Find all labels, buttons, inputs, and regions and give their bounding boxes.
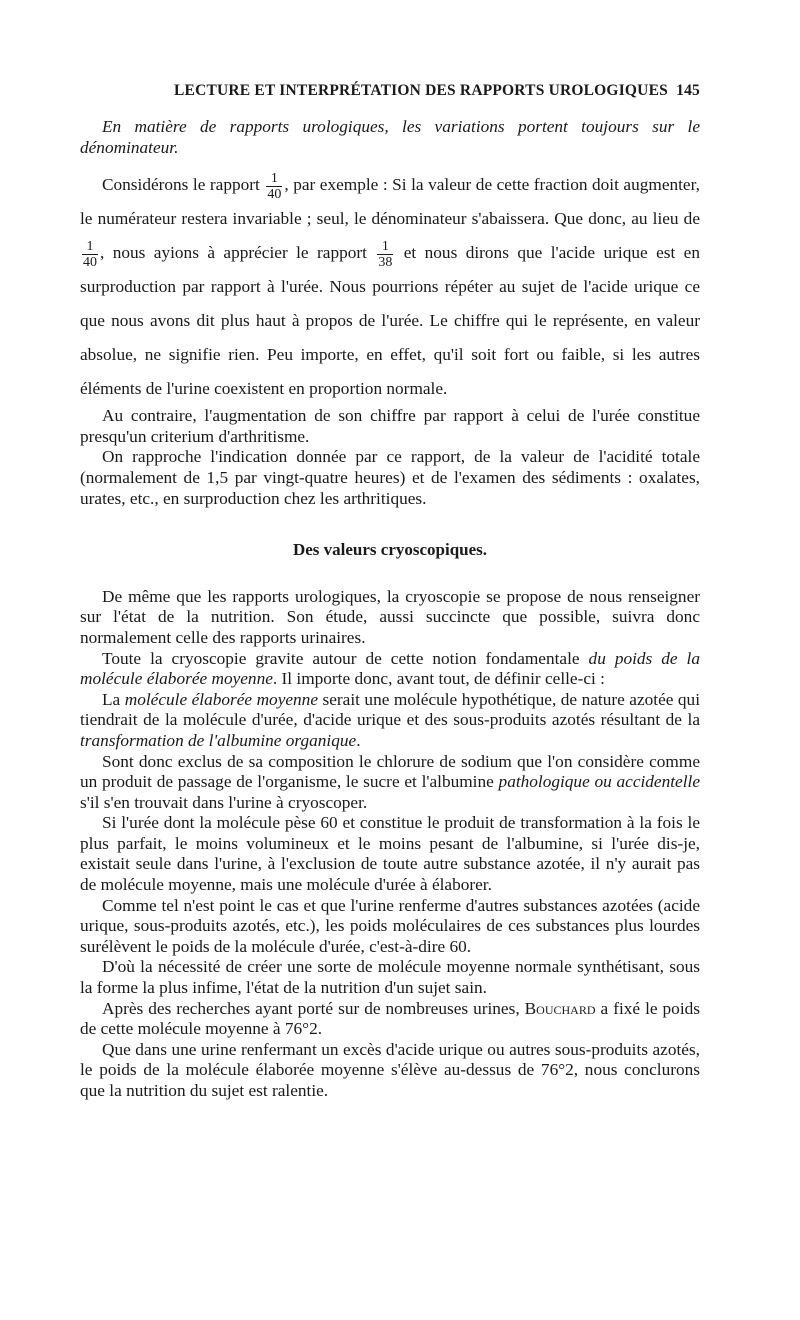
paragraph-fundamental-notion <box>80 649 700 690</box>
intro-italic-text: En matière de rapports urologiques, les variations portent toujours sur le dénominateur. <box>80 117 700 157</box>
fraction-1-40 <box>266 171 282 202</box>
text-span: Sont donc exclus de sa composition le chlorure de sodium que l'on considère comme un produit de passage de l'organisme, le sucre et l'albumine <box>80 751 700 792</box>
text-span: , nous ayions à apprécier le rapport <box>100 243 376 263</box>
paragraph-necessity: D'où la nécessité de créer une sorte de molécule moyenne normale synthétisant, sous la forme la plus infime, l'état de la nutrition d'un sujet sain. <box>80 957 700 998</box>
text-span: s'il s'en trouvait dans l'urine à cryoscoper. <box>80 792 368 812</box>
fraction-numerator: 1 <box>266 171 282 187</box>
text-span: a fixé le poids de cette molécule moyenne à 76°2. <box>80 998 700 1039</box>
fraction-denominator: 40 <box>83 254 97 270</box>
fraction-numerator: 1 <box>377 239 393 255</box>
paragraph-ratio-example <box>80 168 700 406</box>
running-title: LECTURE ET INTERPRÉTATION DES RAPPORTS UROLOGIQUES <box>174 82 668 99</box>
text-span: Considérons le rapport <box>102 175 265 195</box>
paragraph-definition <box>80 690 700 752</box>
fraction-1-40-second <box>82 239 98 270</box>
intro-paragraph <box>80 117 700 158</box>
text-span: et nous dirons que l'acide urique est en surproduction par rapport à l'urée. Nous pourrions répéter au sujet de l'acide urique ce que nous avons dit plus haut à propos de l'urée. Le chiffre qui le représente, en valeur absolue, ne signifie rien. Peu importe, en effet, qu'il soit fort ou faible, si les autres éléments de l'urine coexistent en proportion normale. <box>80 243 700 399</box>
paragraph-acidity: On rapproche l'indication donnée par ce rapport, de la valeur de l'acidité totale (normalement de 1,5 par vingt-quatre heures) et de l'examen des sédiments : oxalates, urates, etc., en surproduction chez les arthritiques. <box>80 447 700 508</box>
text-span: . <box>356 730 361 750</box>
paragraph-bouchard <box>80 999 700 1040</box>
section-heading: Des valeurs cryoscopiques. <box>292 540 488 560</box>
page-body <box>80 117 700 1102</box>
italic-span: pathologique ou accidentelle <box>498 772 700 792</box>
fraction-denominator: 38 <box>378 254 393 270</box>
fraction-denominator: 40 <box>267 186 282 202</box>
page-number: 145 <box>676 82 700 99</box>
paragraph-other-substances: Comme tel n'est point le cas et que l'urine renferme d'autres substances azotées (acide urique, sous-produits azotés, etc.), les poids moléculaires de ces substances plus lourdes surélèvent le poids de la molécule d'urée, c'est-à-dire 60. <box>80 895 700 956</box>
italic-span: du poids de la molécule élaborée moyenne <box>80 648 700 689</box>
paragraph-urea: Si l'urée dont la molécule pèse 60 et constitue le produit de transformation à la fois le plus parfait, le moins volumineux et le moins pesant de l'albumine, si l'urée dis-je, existait seule dans l'urine, à l'exclusion de toute autre substance azotée, il n'y aurait pas de molécule moyenne, mais une molécule d'urée à élaborer. <box>80 813 700 895</box>
text-span: La <box>102 689 125 709</box>
text-span: Après des recherches ayant porté sur de nombreuses urines, <box>102 998 525 1018</box>
fraction-numerator: 1 <box>82 239 98 255</box>
paragraph-arthritism: Au contraire, l'augmentation de son chiffre par rapport à celui de l'urée constitue presqu'un criterium d'arthritisme. <box>80 406 700 446</box>
running-header <box>80 82 700 108</box>
text-span: . Il importe donc, avant tout, de définir celle-ci : <box>272 669 605 689</box>
italic-span: molécule élaborée moyenne <box>124 689 318 709</box>
text-span: , par exemple : Si la valeur de cette fraction doit augmenter, le numérateur restera invariable ; seul, le dénominateur s'abaissera. Que donc, au lieu de <box>80 175 700 229</box>
paragraph-exclusions <box>80 752 700 814</box>
paragraph-cryoscopy-intro: De même que les rapports urologiques, la cryoscopie se propose de nous renseigner sur l'état de la nutrition. Son étude, aussi succincte que possible, suivra donc normalement celle des rapports urinaires. <box>80 586 700 647</box>
italic-span: transformation de l'albumine organique <box>80 730 357 750</box>
fraction-1-38 <box>377 239 393 270</box>
text-span: serait une molécule hypothétique, de nature azotée qui tiendrait de la molécule d'urée, d'acide urique et des sous-produits azotés résultant de la <box>80 689 700 730</box>
paragraph-conclusion: Que dans une urine renfermant un excès d'acide urique ou autres sous-produits azotés, le poids de la molécule élaborée moyenne s'élève au-dessus de 76°2, nous conclurons que la nutrition du sujet est ralentie. <box>80 1039 700 1100</box>
author-name: Bouchard <box>524 998 596 1018</box>
text-span: Toute la cryoscopie gravite autour de cette notion fondamentale <box>102 648 589 668</box>
